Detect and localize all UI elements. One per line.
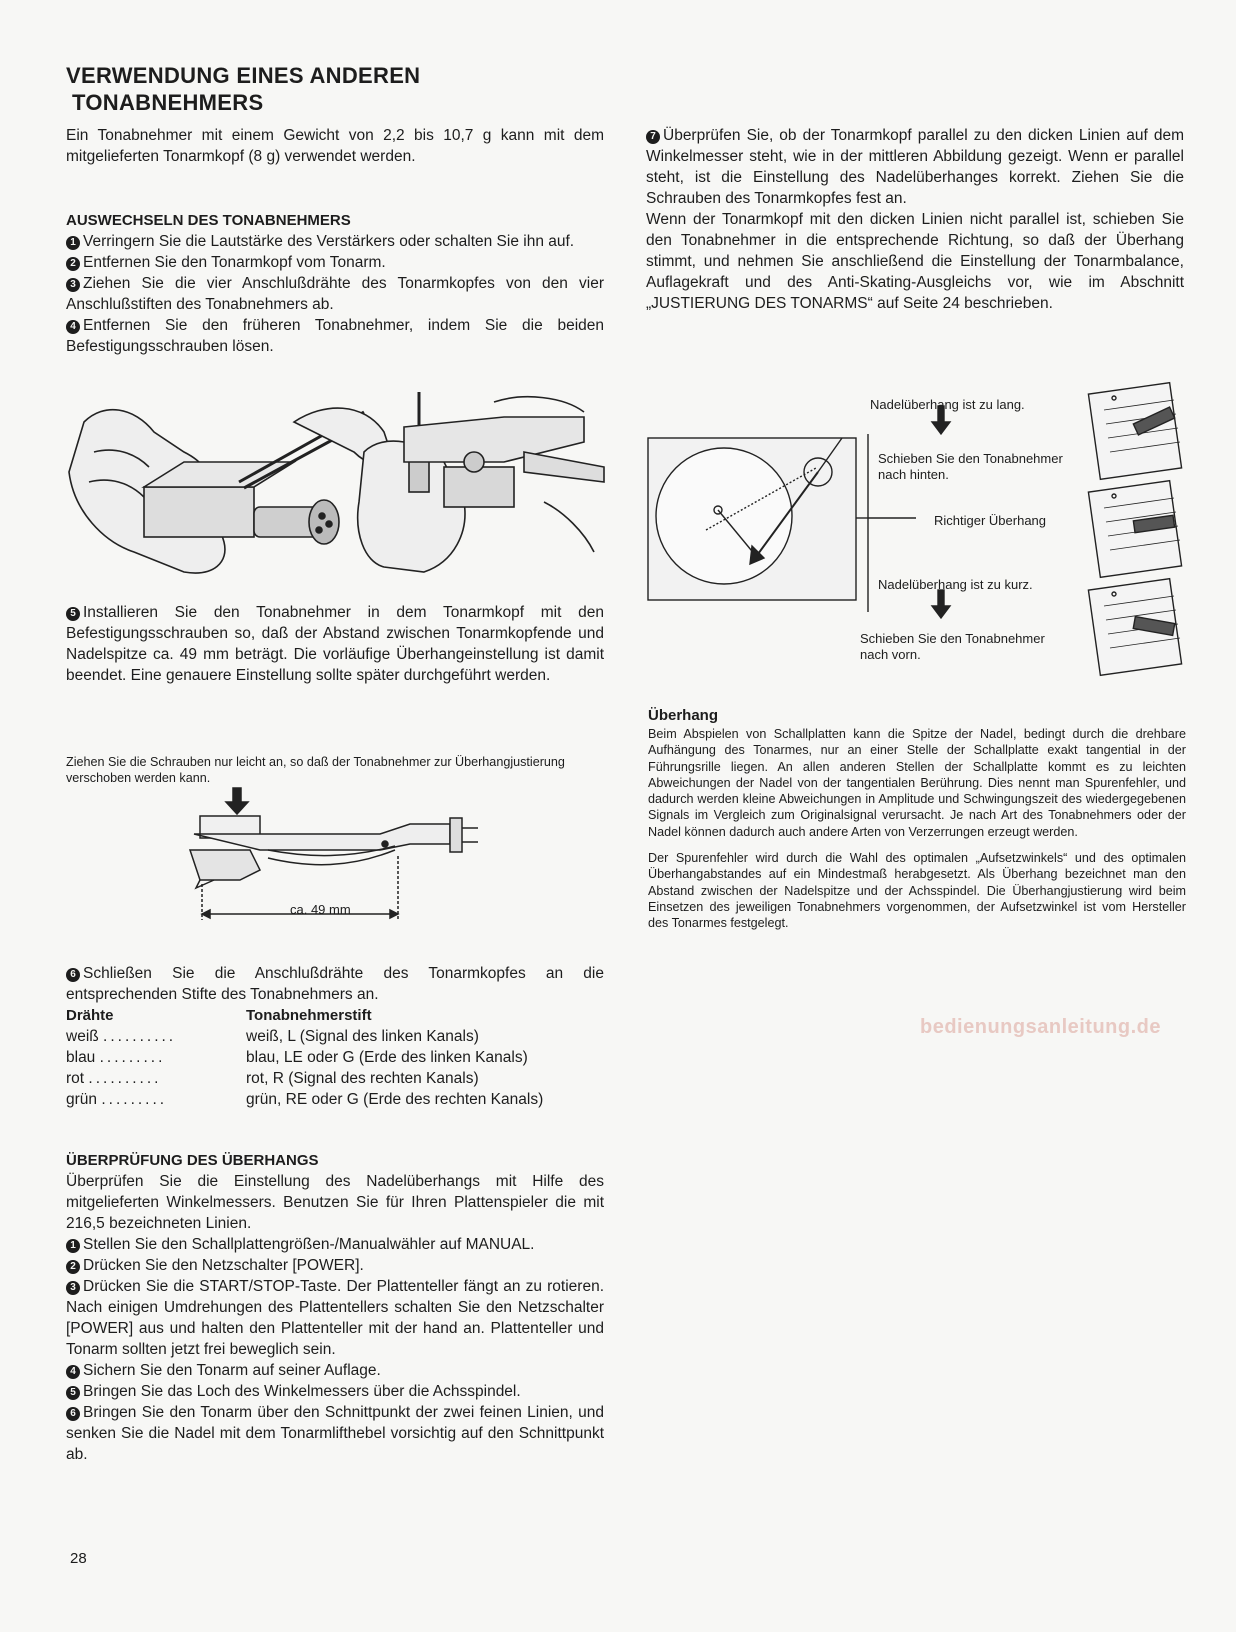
wire-name: rot [66,1070,85,1087]
wire-cell [66,1047,246,1068]
table-row [66,1089,606,1110]
cartridge-removal-illustration [64,392,612,602]
overhang-heading: Überhang [648,707,719,724]
step-text: Drücken Sie die START/STOP-Taste. Der Plattenteller fängt an zu rotieren. Nach einigen Umdrehungen des Plattentellers schalten Sie den Netzschalter [POWER] aus und halten den Plattenteller mit der hand an. Plattenteller und Tonarm sollten jetzt frei beweglich sein. [66,1278,604,1358]
step-text: Bringen Sie das Loch des Winkelmessers über die Achsspindel. [83,1383,521,1400]
step-number: 1 [66,1239,80,1253]
exchange-step-1 [66,231,604,252]
leader-dots: ......... [99,1049,166,1066]
push-back-line2: nach hinten. [878,467,949,482]
page-number: 28 [70,1550,87,1567]
push-forward-line1: Schieben Sie den Tonabnehmer [860,631,1045,646]
pin-cell: rot, R (Signal des rechten Kanals) [246,1070,479,1087]
step-text: Installieren Sie den Tonabnehmer in dem Tonarmkopf mit den Befestigungsschrauben so, daß der Abstand zwischen Tonarmkopfende und Nadelspitze ca. 49 mm beträgt. Die vorläufige Überhangeinstellung ist damit beendet. Eine genauere Einstellung sollte später durchgeführt werden. [66,604,604,684]
step7 [646,125,1184,209]
step-number: 4 [66,1365,80,1379]
table-row [66,1068,606,1089]
overhang-section [648,706,1186,932]
title-line2: TONABNEHMERS [72,90,264,115]
check-step-6 [66,1402,604,1465]
check-step-3 [66,1276,604,1360]
step-number: 6 [66,1407,80,1421]
intro-text: Ein Tonabnehmer mit einem Gewicht von 2,2 bis 10,7 g kann mit dem mitgelieferten Tonarmkopf (8 g) verwendet werden. [66,127,604,165]
step-number: 5 [66,607,80,621]
check-heading: ÜBERPRÜFUNG DES ÜBERHANGS [66,1152,319,1169]
wire-name: weiß [66,1028,99,1045]
step-text: Ziehen Sie die vier Anschlußdrähte des Tonarmkopfes von den vier Anschlußstiften des Tonabnehmers ab. [66,275,604,313]
push-forward-line2: nach vorn. [860,647,921,662]
step5-paragraph [66,602,604,686]
screw-note [66,754,566,787]
step-text: Bringen Sie den Tonarm über den Schnittpunkt der zwei feinen Linien, und senken Sie die Nadel mit dem Tonarmlifthebel vorsichtig auf den Schnittpunkt ab. [66,1404,604,1463]
step-text: Entfernen Sie den Tonarmkopf vom Tonarm. [83,254,386,271]
exchange-step-4 [66,315,604,357]
wire-name: blau [66,1049,96,1066]
step-number: 4 [66,320,80,334]
pin-cell: weiß, L (Signal des linken Kanals) [246,1028,479,1045]
exchange-step-3 [66,273,604,315]
step-text: Schließen Sie die Anschlußdrähte des Tonarmkopfes an die entsprechenden Stifte des Tonabnehmers an. [66,965,604,1003]
step-text: Stellen Sie den Schallplattengrößen-/Manualwähler auf MANUAL. [83,1236,535,1253]
push-back-line1: Schieben Sie den Tonabnehmer [878,451,1063,466]
step-number: 2 [66,257,80,271]
label-correct: Richtiger Überhang [934,513,1047,528]
step-text: Verringern Sie die Lautstärke des Verstärkers oder schalten Sie ihn auf. [83,233,575,250]
table-row [66,1047,606,1068]
step7-section [646,125,1184,314]
label-push-back [878,451,1063,483]
step6-paragraph [66,963,604,1005]
step-number: 3 [66,1281,80,1295]
leader-dots: .......... [103,1028,177,1045]
leader-dots: ......... [101,1091,168,1108]
wire-cell [66,1089,246,1110]
step-text: Überprüfen Sie, ob der Tonarmkopf parallel zu den dicken Linien auf dem Winkelmesser steht, wie in der mittleren Abbildung gezeigt. Wenn er parallel steht, ist die Einstellung des Nadelüberhanges korrekt. Ziehen Sie die Schrauben des Tonarmkopfes fest an. [646,127,1184,207]
check-step-5 [66,1381,604,1402]
exchange-heading: AUSWECHSELN DES TONABNEHMERS [66,212,351,229]
step6 [66,963,604,1005]
wire-table-header [66,1005,606,1026]
spacer [648,840,1186,850]
step-text: Drücken Sie den Netzschalter [POWER]. [83,1257,364,1274]
wire-cell [66,1026,246,1047]
label-too-long: Nadelüberhang ist zu lang. [870,397,1025,412]
header-pin: Tonabnehmerstift [246,1007,372,1024]
wire-table [66,1005,606,1110]
step-number: 2 [66,1260,80,1274]
check-intro: Überprüfen Sie die Einstellung des Nadelüberhangs mit Hilfe des mitgelieferten Winkelmessers. Benutzen Sie für Ihren Plattenspieler die mit 216,5 bezeichneten Linien. [66,1173,604,1232]
check-step-2 [66,1255,604,1276]
step-text: Sichern Sie den Tonarm auf seiner Auflage. [83,1362,381,1379]
exchange-step-2 [66,252,604,273]
overhang-paragraph-2: Der Spurenfehler wird durch die Wahl des optimalen „Aufsetzwinkels“ und des optimalen Überhangabstandes auf ein Mindestmaß herabgesetzt. Als Überhang bezeichnet man den Abstand zwischen der Nadelspitze und der Achsspindel. Die Überhangjustierung wird beim Einsetzen des jeweiligen Tonabnehmers vorgenommen, der Aufsetzwinkel ist vom Hersteller des Tonarmes festgelegt. [648,851,1186,931]
wire-cell [66,1068,246,1089]
check-step-1 [66,1234,604,1255]
wire-name: grün [66,1091,98,1108]
title-line1: VERWENDUNG EINES ANDEREN [66,63,421,88]
dimension-label: ca. 49 mm [290,902,351,917]
screw-note-text: Ziehen Sie die Schrauben nur leicht an, so daß der Tonabnehmer zur Überhangjustierung verschoben werden kann. [66,755,565,786]
intro-paragraph [66,125,604,167]
step-number: 7 [646,130,660,144]
exchange-section [66,210,604,357]
leader-dots: .......... [88,1070,162,1087]
step-number: 5 [66,1386,80,1400]
step-number: 6 [66,968,80,982]
label-too-short: Nadelüberhang ist zu kurz. [878,577,1033,592]
check-step-4 [66,1360,604,1381]
overhang-paragraph-1: Beim Abspielen von Schallplatten kann die Spitze der Nadel, bedingt durch die drehbare Aufhängung des Tonarmes, nur an einer Stelle der Schallplatte exakt tangential in der Führungsrille liegen. An allen anderen Stellen der Schallplatte kommt es zu leichten Abweichungen der Nadel von der tangentialen Berührung. Dies nennt man Spurenfehler, und dadurch werden kleine Abweichungen in Amplitude und Schwingungszeit des wiedergegebenen Signals im Vergleich zum Originalsignal verursacht. Je nach Art des Tonabnehmers oder der Nadel können dadurch auch andere Arten von Verzerrungen erzeugt werden. [648,727,1186,839]
step5 [66,602,604,686]
watermark: bedienungsanleitung.de [920,1016,1162,1038]
step7-followup: Wenn der Tonarmkopf mit den dicken Linien nicht parallel ist, schieben Sie den Tonabnehmer in die entsprechende Richtung, so daß der Überhang stimmt, und nehmen Sie anschließend die Einstellung der Tonarmbalance, Auflagekraft und des Anti-Skating-Ausgleichs vor, wie im Abschnitt „JUSTIERUNG DES TONARMS“ auf Seite 24 beschrieben. [646,211,1184,312]
step-text: Entfernen Sie den früheren Tonabnehmer, indem Sie die beiden Befestigungsschrauben lösen. [66,317,604,355]
pin-cell: grün, RE oder G (Erde des rechten Kanals) [246,1091,544,1108]
step-number: 1 [66,236,80,250]
table-row [66,1026,606,1047]
label-push-forward [860,631,1045,663]
header-wire: Drähte [66,1007,114,1024]
page-title [66,62,420,116]
step-number: 3 [66,278,80,292]
pin-cell: blau, LE oder G (Erde des linken Kanals) [246,1049,528,1066]
check-section [66,1150,604,1465]
